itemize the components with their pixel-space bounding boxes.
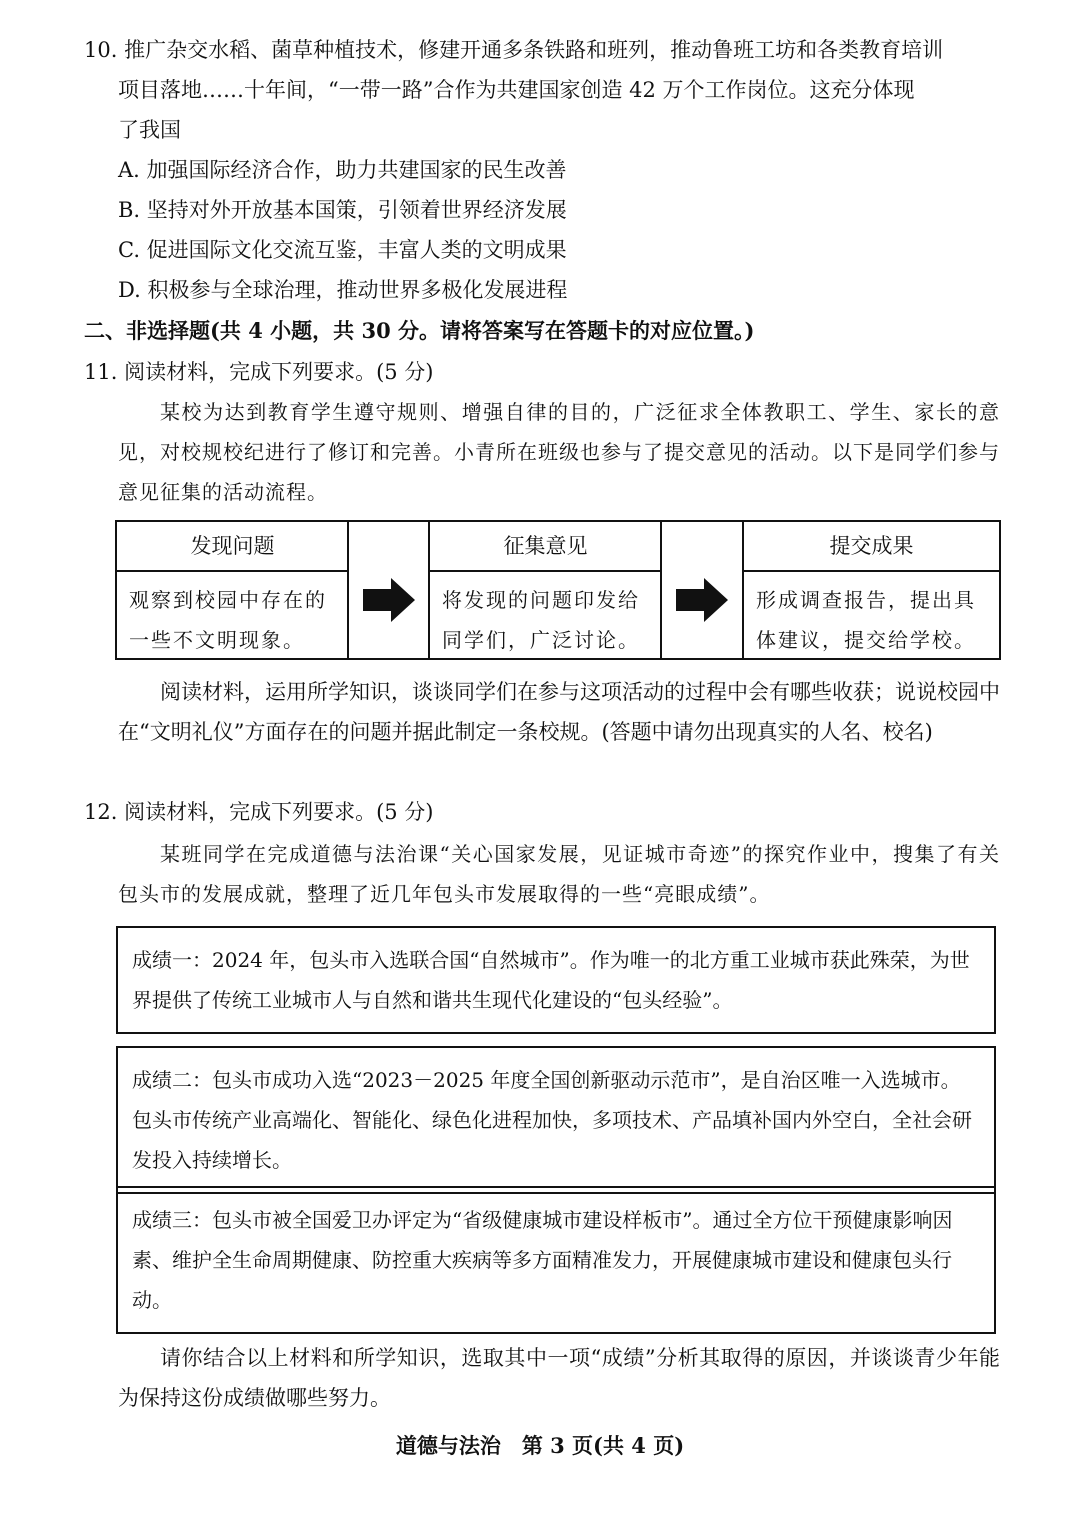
- q11-question: 阅读材料，运用所学知识，谈谈同学们在参与这项活动的过程中会有哪些收获；说说校园中在“文明礼仪”方面存在的问题并据此制定一条校规。(答题中请勿出现真实的人名、校名): [118, 680, 1000, 744]
- achievement-box-1: 成绩一：2024 年，包头市入选联合国“自然城市”。作为唯一的北方重工业城市获此殊荣，为世界提供了传统工业城市人与自然和谐共生现代化建设的“包头经验”。: [116, 926, 996, 1034]
- flow-step-3-body: 形成调查报告，提出具体建议，提交给学校。: [756, 588, 976, 652]
- flow-step-3: [744, 522, 999, 668]
- achievement-box-2: 成绩二：包头市成功入选“2023－2025 年度全国创新驱动示范市”，是自治区唯一入选城市。包头市传统产业高端化、智能化、绿色化进程加快，多项技术、产品填补国内外空白，全社会研发投入持续增长。: [116, 1046, 996, 1194]
- arrow-right-icon: [363, 578, 415, 622]
- achievement-box-3: 成绩三：包头市被全国爱卫办评定为“省级健康城市建设样板市”。通过全方位干预健康影响因素、维护全生命周期健康、防控重大疾病等多方面精准发力，开展健康城市建设和健康包头行动。: [116, 1186, 996, 1334]
- flow-step-1: [117, 522, 348, 668]
- q10-line-1: 10. 推广杂交水稻、菌草种植技术，修建开通多条铁路和班列，推动鲁班工坊和各类教育培训: [84, 38, 944, 62]
- q12-material: 某班同学在完成道德与法治课“关心国家发展，见证城市奇迹”的探究作业中，搜集了有关包头市的发展成就，整理了近几年包头市发展取得的一些“亮眼成绩”。: [118, 842, 1000, 906]
- q11-material: 某校为达到教育学生遵守规则、增强自律的目的，广泛征求全体教职工、学生、家长的意见，对校规校纪进行了修订和完善。小青所在班级也参与了提交意见的活动。以下是同学们参与意见征集的活动流程。: [118, 400, 1000, 504]
- q10-option-a: A. 加强国际经济合作，助力共建国家的民生改善: [118, 158, 567, 182]
- q10-line-3: 了我国: [118, 118, 181, 142]
- section-2-title: 二、非选择题(共 4 小题，共 30 分。请将答案写在答题卡的对应位置。): [84, 318, 755, 343]
- flow-step-2-title: 征集意见: [430, 522, 661, 572]
- flow-step-1-body: 观察到校园中存在的一些不文明现象。: [129, 588, 327, 652]
- q12-question: 请你结合以上材料和所学知识，选取其中一项“成绩”分析其取得的原因，并谈谈青少年能为保持这份成绩做哪些努力。: [118, 1346, 1000, 1410]
- q10-option-d: D. 积极参与全球治理，推动世界多极化发展进程: [118, 278, 568, 302]
- q11-flow-diagram: [115, 520, 1001, 660]
- flow-step-1-title: 发现问题: [117, 522, 348, 572]
- page-footer: 道德与法治 第 3 页(共 4 页): [395, 1433, 685, 1458]
- flow-step-3-title: 提交成果: [744, 522, 999, 572]
- q10-option-b: B. 坚持对外开放基本国策，引领着世界经济发展: [118, 198, 567, 222]
- q10-option-c: C. 促进国际文化交流互鉴，丰富人类的文明成果: [118, 238, 567, 262]
- q11-heading: 11. 阅读材料，完成下列要求。(5 分): [84, 360, 434, 384]
- q12-heading: 12. 阅读材料，完成下列要求。(5 分): [84, 800, 434, 824]
- flow-step-2-body: 将发现的问题印发给同学们，广泛讨论。: [442, 588, 640, 652]
- arrow-right-icon: [676, 578, 728, 622]
- flow-step-2: [430, 522, 661, 668]
- flow-divider: [347, 522, 349, 658]
- flow-divider: [660, 522, 662, 658]
- q10-line-2: 项目落地……十年间，“一带一路”合作为共建国家创造 42 万个工作岗位。这充分体现: [118, 78, 915, 102]
